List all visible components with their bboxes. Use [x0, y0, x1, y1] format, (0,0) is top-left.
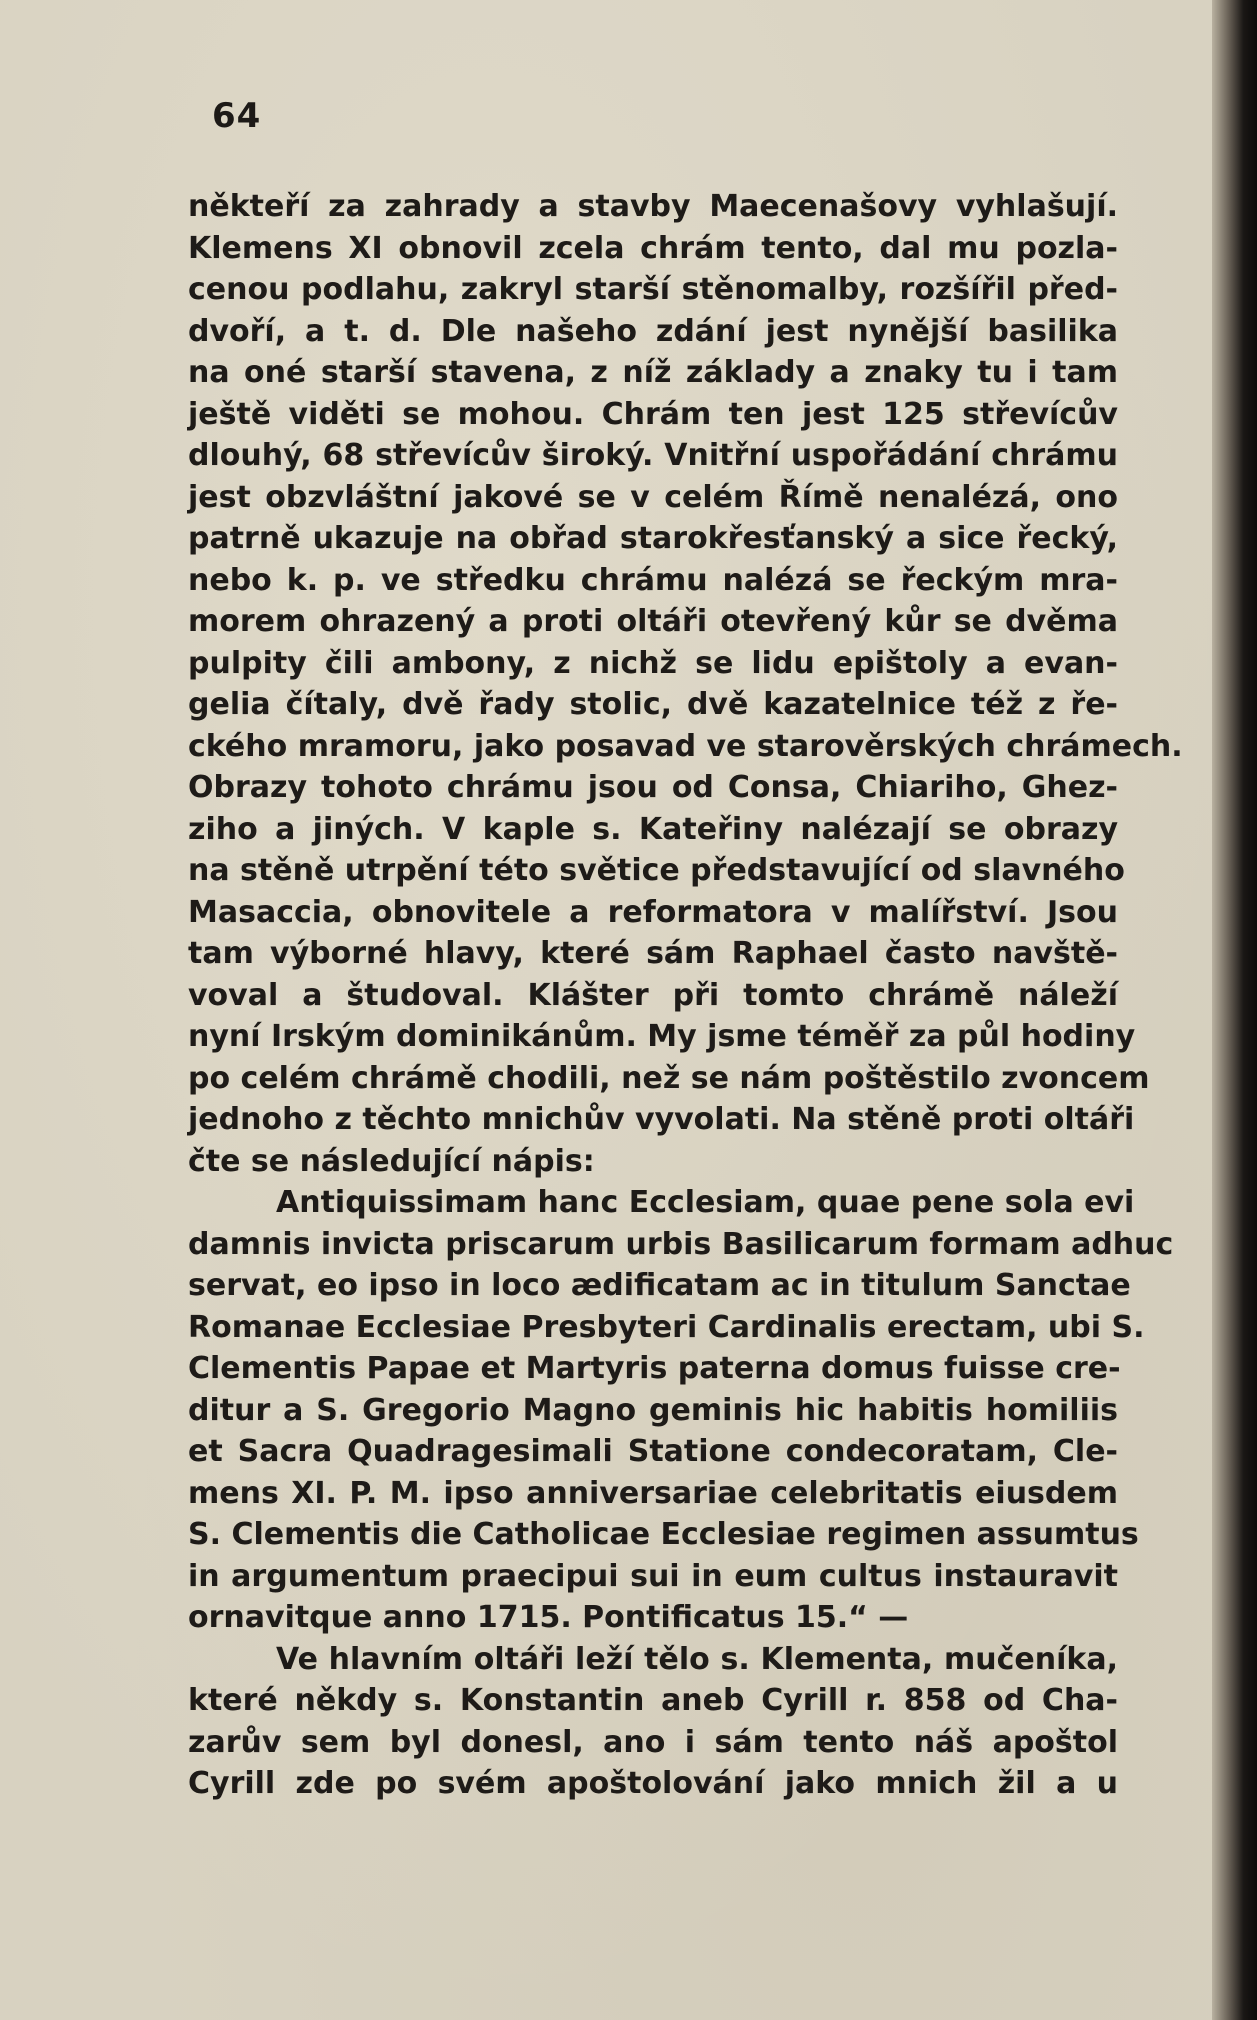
text-line: voval a študoval. Klášter při tomto chrámě náleží: [188, 977, 1118, 1013]
text-line: někteří za zahrady a stavby Maecenašovy vyhlašují.: [188, 189, 1118, 224]
text-line: Obrazy tohoto chrámu jsou od Consa, Chiariho, Ghez-: [188, 770, 1118, 805]
text-line: Cyrill zde po svém apoštolování jako mnich žil a u: [188, 1766, 1118, 1801]
text-line: ziho a jiných. V kaple s. Kateřiny nalézají se obrazy: [188, 811, 1118, 847]
text-line: damnis invicta priscarum urbis Basilicarum formam adhuc: [188, 1226, 1174, 1262]
book-gutter-shadow: [1212, 0, 1257, 2020]
text-line: servat, eo ipso in loco ædificatam ac in titulum Sanctae: [188, 1268, 1131, 1303]
text-line: jednoho z těchto mnichův vyvolati. Na stěně proti oltáři: [188, 1102, 1135, 1137]
text-line: Masaccia, obnovitele a reformatora v malířství. Jsou: [188, 894, 1118, 930]
text-line: in argumentum praecipui sui in eum cultus instauravit: [188, 1558, 1118, 1594]
text-line: na oné starší stavena, z níž základy a znaky tu i tam: [188, 355, 1118, 390]
text-line: Antiquissimam hanc Ecclesiam, quae pene sola evi: [276, 1185, 1135, 1220]
text-line: ckého mramoru, jako posavad ve starověrských chrámech.: [188, 728, 1183, 764]
text-line: na stěně utrpění této světice představující od slavného: [188, 853, 1125, 888]
text-line: Klemens XI obnovil zcela chrám tento, dal mu pozla-: [188, 230, 1118, 266]
text-line: Clementis Papae et Martyris paterna domus fuisse cre-: [188, 1351, 1121, 1386]
text-line: které někdy s. Konstantin aneb Cyrill r. 858 od Cha-: [188, 1683, 1118, 1718]
text-line: čte se následující nápis:: [188, 1143, 595, 1179]
text-line: dlouhý, 68 střevícův široký. Vnitřní uspořádání chrámu: [188, 438, 1118, 473]
text-line: Ve hlavním oltáři leží tělo s. Klementa, mučeníka,: [276, 1641, 1118, 1677]
text-line: pulpity čili ambony, z nichž se lidu epištoly a evan-: [188, 645, 1118, 681]
text-line: jest obzvláštní jakové se v celém Římě nenalézá, ono: [188, 479, 1118, 515]
text-line: mens XI. P. M. ipso anniversariae celebritatis eiusdem: [188, 1475, 1118, 1511]
text-line: ještě viděti se mohou. Chrám ten jest 125 střevícův: [188, 396, 1118, 432]
text-line: morem ohrazený a proti oltáři otevřený kůr se dvěma: [188, 604, 1118, 639]
text-line: patrně ukazuje na obřad starokřesťanský a sice řecký,: [188, 521, 1118, 556]
text-line: dvoří, a t. d. Dle našeho zdání jest nynější basilika: [188, 313, 1118, 349]
text-line: nebo k. p. ve středku chrámu nalézá se řeckým mra-: [188, 562, 1118, 598]
page-number: 64: [212, 96, 262, 136]
text-line: et Sacra Quadragesimali Statione condecoratam, Cle-: [188, 1434, 1118, 1469]
text-line: ornavitque anno 1715. Pontificatus 15.“ —: [188, 1600, 909, 1635]
text-line: ditur a S. Gregorio Magno geminis hic habitis homiliis: [188, 1392, 1118, 1428]
text-line: nyní Irským dominikánům. My jsme téměř za půl hodiny: [188, 1019, 1136, 1054]
text-line: tam výborné hlavy, které sám Raphael často navště-: [188, 936, 1118, 971]
text-line: gelia čítaly, dvě řady stolic, dvě kazatelnice též z ře-: [188, 687, 1118, 722]
body-text: [188, 186, 1183, 1805]
text-line: S. Clementis die Catholicae Ecclesiae regimen assumtus: [188, 1517, 1139, 1552]
text-line: cenou podlahu, zakryl starší stěnomalby, rozšířil před-: [188, 272, 1118, 307]
text-line: Romanae Ecclesiae Presbyteri Cardinalis erectam, ubi S.: [188, 1309, 1145, 1345]
text-line: zarův sem byl donesl, ano i sám tento náš apoštol: [188, 1724, 1118, 1760]
text-line: po celém chrámě chodili, než se nám poštěstilo zvoncem: [188, 1060, 1150, 1096]
